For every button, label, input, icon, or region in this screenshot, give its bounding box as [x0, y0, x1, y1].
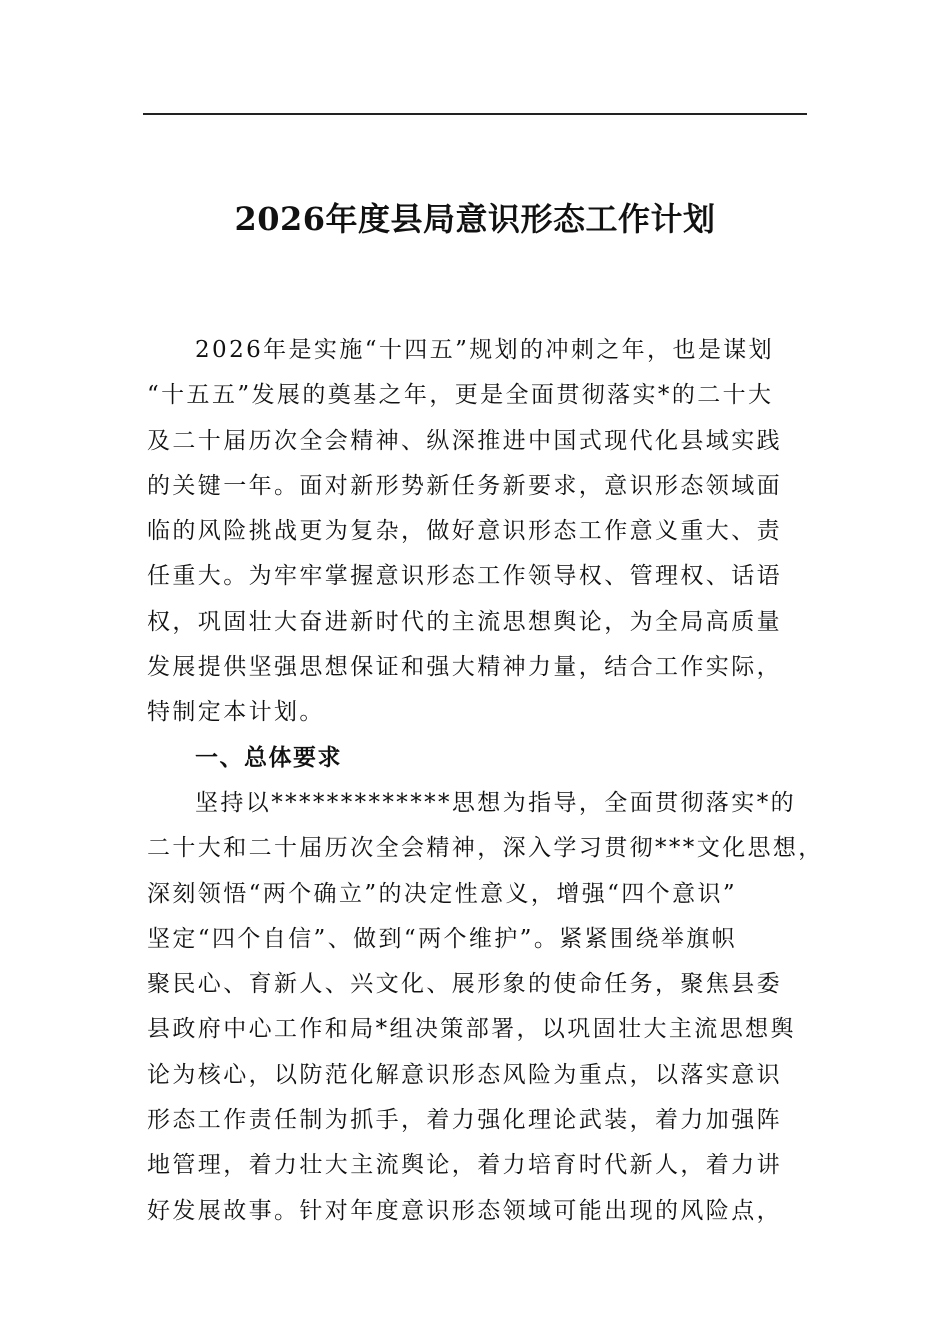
- paragraph-line: 坚定“四个自信”、做到“两个维护”。紧紧围绕举旗帜: [147, 925, 738, 952]
- paragraph-line: 临的风险挑战更为复杂，做好意识形态工作意义重大、责: [147, 518, 782, 545]
- paragraph-line: 深刻领悟“两个确立”的决定性意义，增强“四个意识”: [147, 880, 738, 907]
- document-body: [147, 328, 824, 1234]
- paragraph-intro: [147, 328, 811, 736]
- paragraph-line: 2026年是实施“十四五”规划的冲刺之年，也是谋划: [195, 337, 775, 363]
- paragraph-line: 任重大。为牢牢掌握意识形态工作领导权、管理权、话语: [147, 563, 782, 590]
- paragraph-line: “十五五”发展的奠基之年，更是全面贯彻落实*的二十大: [147, 382, 774, 409]
- document-title: 2026年度县局意识形态工作计划: [234, 200, 716, 238]
- paragraph-line: 县政府中心工作和局*组决策部署，以巩固壮大主流思想舆: [147, 1016, 796, 1043]
- paragraph-line: 权，巩固壮大奋进新时代的主流思想舆论，为全局高质量: [147, 608, 782, 635]
- header-rule: [143, 113, 807, 115]
- paragraph-line: 的关键一年。面对新形势新任务新要求，意识形态领域面: [147, 472, 782, 499]
- paragraph-line: 及二十届历次全会精神、纵深推进中国式现代化县域实践: [147, 427, 782, 454]
- paragraph-line: 地管理，着力壮大主流舆论，着力培育时代新人，着力讲: [147, 1152, 782, 1179]
- paragraph-line: 形态工作责任制为抓手，着力强化理论武装，着力加强阵: [147, 1107, 782, 1134]
- paragraph-line: 坚持以*************思想为指导，全面贯彻落实*的: [195, 789, 796, 816]
- paragraph-line: 二十大和二十届历次全会精神，深入学习贯彻***文化思想，: [147, 835, 824, 862]
- paragraph-line: 特制定本计划。: [147, 699, 325, 726]
- paragraph-line: 论为核心，以防范化解意识形态风险为重点，以落实意识: [147, 1061, 782, 1088]
- paragraph-line: 发展提供坚强思想保证和强大精神力量，结合工作实际，: [147, 654, 782, 681]
- section-heading-general-requirements: 一、总体要求: [195, 744, 342, 771]
- paragraph-line: 好发展故事。针对年度意识形态领域可能出现的风险点，: [147, 1197, 782, 1224]
- paragraph-line: 聚民心、育新人、兴文化、展形象的使命任务，聚焦县委: [147, 971, 782, 998]
- paragraph-general-requirements: [147, 781, 824, 1234]
